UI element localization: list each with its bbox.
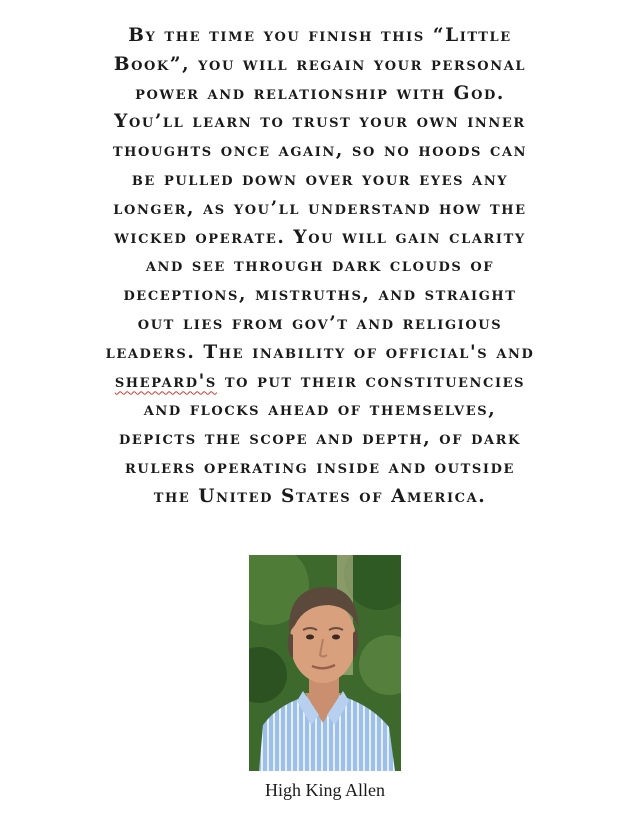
spellcheck-flagged-word[interactable]: shepard's: [114, 370, 217, 392]
text-line: deceptions, mistruths, and straight: [123, 284, 517, 306]
text-line: [40, 368, 600, 397]
text-line: Book”, you will regain your personal: [113, 53, 527, 75]
text-line: By the time you finish this “Little: [128, 25, 512, 46]
text-line: leaders. The inability of official's and: [105, 341, 535, 363]
text-line: be pulled down over your eyes any: [131, 168, 509, 190]
text-line: out lies from gov’t and religious: [137, 312, 503, 334]
text-line: and see through dark clouds of: [145, 255, 495, 277]
text-line: You’ll learn to trust your own inner: [114, 111, 526, 133]
body-paragraph: [40, 22, 600, 512]
text-line: the United States of America.: [153, 485, 487, 507]
text-line: and flocks ahead of themselves,: [143, 399, 497, 421]
author-photo: [249, 555, 401, 771]
text-line: thoughts once again, so no hoods can: [112, 140, 528, 162]
text-line: wicked operate. You will gain clarity: [114, 226, 526, 248]
text-line: depicts the scope and depth, of dark: [119, 428, 521, 450]
text-line: power and relationship with God.: [135, 82, 505, 104]
text-line: longer, as you’ll understand how the: [113, 197, 527, 219]
text-line: rulers operating inside and outside: [125, 456, 515, 478]
photo-caption: High King Allen: [265, 780, 385, 800]
text-line-rest: to put their constituencies: [216, 370, 526, 392]
